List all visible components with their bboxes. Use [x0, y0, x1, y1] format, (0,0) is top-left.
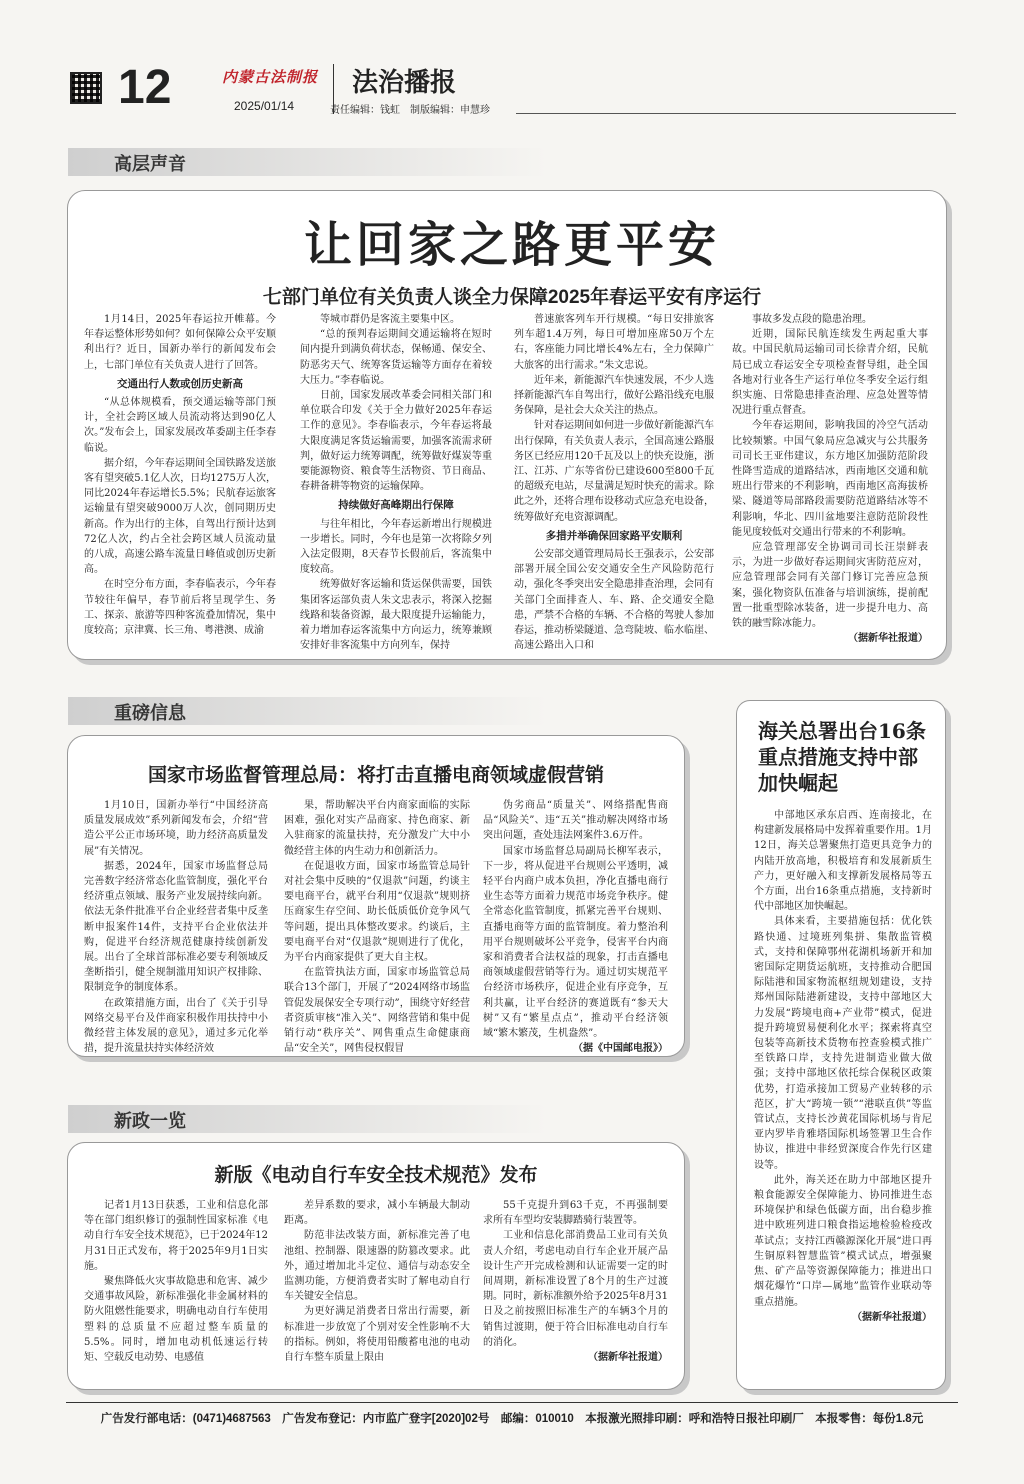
paragraph: 聚焦降低火灾事故隐患和危害、减少交通事故风险，新标准强化非金属材料的防火阻燃性能要求，明确电动自行车使用塑料的总质量不应超过整车质量的5.5%。同时，增加电动机低速运行转矩、空载反电动势、电感值 — [84, 1276, 268, 1364]
paragraph: 据介绍，今年春运期间全国铁路发送旅客有望突破5.1亿人次，日均1275万人次，同比2024年春运增长5.5%；民航春运旅客运输量有望突破9000万人次，创同期历史新高。作为出行的主体，自驾出行预计达到72亿人次，约占全社会跨区域人员流动量的八成，高速公路车流量日峰值或创历史新高。 — [84, 457, 276, 576]
footer-rule — [66, 1402, 958, 1403]
section-label-policy: 新政一览 — [68, 1105, 548, 1133]
paragraph: 差异系数的要求，减小车辆最大制动距离。 — [284, 1200, 470, 1227]
paragraph: 近期，国际民航连续发生两起重大事故。中国民航局运输司司长徐青介绍，民航局已成立春运安全专项检查督导组，赴全国各地对行业各生产运行单位冬季安全运行组织实施、日常隐患排查治理、应急处置等情况进行重点督查。 — [732, 329, 928, 417]
paragraph: 在政策措施方面，出台了《关于引导网络交易平台及伴商家积极作用扶持中小微经营主体发展的意见》，通过多元化举措，提升流量扶持实体经济效 — [84, 997, 268, 1055]
paragraph: 55千克提升到63千克，不再强制要求所有车型均安装脚踏骑行装置等。 — [483, 1200, 668, 1227]
paragraph: 在时空分布方面，李春临表示，今年春节较往年偏早，春节前后将呈现学生、务工、探亲、旅游等四种客流叠加情况，集中度较高；京津冀、长三角、粤港澳、成渝 — [84, 579, 276, 637]
bike-col-1 — [84, 1198, 268, 1365]
paragraph: 国家市场监督总局副局长柳军表示，下一步，将从促进平台规则公平透明，减轻平台内商户成本负担，净化直播电商行业生态等方面着力规范市场竞争秩序。健全常态化监管制度，抓紧完善平台规则、直播电商等方面的监管制度。着力整治利用平台规则破坏公平竞争，侵害平台内商家和消费者合法权益的现象，打击直播电商领域虚假营销等行为。通过切实规范平台经济市场秩序，促进企业有序竞争，互利共赢，让平台经济的赛道既有“参天大树”又有“繁星点点”，推动平台经济领域“繁木繁茂，生机盎然”。 — [483, 845, 668, 1040]
paragraph: 等城市群仍是客流主要集中区。 — [320, 314, 460, 325]
bike-col-2 — [284, 1198, 470, 1365]
paragraph: 普速旅客列车开行规模。“每日安排旅客列车超1.4万列，每日可增加座席50万个左右，客座能力同比增长4%左右，全力保障广大旅客的出行需求。”朱文忠说。 — [514, 314, 714, 371]
bike-col-3 — [483, 1198, 668, 1365]
header-rule — [516, 113, 956, 114]
paragraph: 果，帮助解决平台内商家面临的实际困难，强化对实产品商家、持色商家、新入驻商家的流量扶持，充分激发广大中小微经营主体的内生动力和创新活力。 — [284, 800, 470, 857]
market-col-2 — [284, 798, 470, 1056]
paragraph: 中部地区承东启西、连南接北，在构建新发展格局中发挥着重要作用。1月12日，海关总署聚焦打造更具竞争力的内陆开放高地，积极培育和发展新质生产力，更好融入和支撑新发展格局等五个方面，出台16条重点措施，支持新时代中部地区加快崛起。 — [754, 810, 932, 913]
paragraph: 今年春运期间，影响我国的冷空气活动比较频繁。中国气象局应急减灾与公共服务司司长王亚伟建议，东方地区加强防范阶段性降雪造成的道路结冰，西南地区交通和航班出行带来的不利影响，西南地区高海拔桥梁、隧道等局部路段需要防范道路结冰等不利影响，华北、四川盆地要注意防范阶段性能见度较低对交通出行带来的不利影响。 — [732, 420, 928, 538]
paragraph: “从总体规模看，预交通运输等部门预计，全社会跨区域人员流动将达到90亿人次。”发布会上，国家发展改革委副主任李春临说。 — [84, 397, 276, 454]
paragraph: 近年来，新能源汽车快速发展，不少人选择新能源汽车自驾出行，做好公路沿线充电服务保障，是社会大众关注的热点。 — [514, 374, 714, 417]
subheading: 交通出行人数或创历史新高 — [117, 377, 243, 390]
main-col-3 — [514, 312, 714, 653]
paragraph: 工业和信息化部消费品工业司有关负责人介绍，考虑电动自行车企业开展产品设计生产开完成检测和认证需要一定的时间周期，新标准设置了8个月的生产过渡期。同时，新标准额外给予2025年8月31日及之前按照旧标准生产的车辆3个月的销售过渡期，便于符合旧标准电动自行车的消化。 — [483, 1230, 668, 1348]
bike-headline: 新版《电动自行车安全技术规范》发布 — [214, 1164, 538, 1186]
customs-headline: 海关总署出台16条重点措施支持中部加快崛起 — [758, 719, 926, 795]
paragraph: “总的预判春运期间交通运输将在短时间内提升到满负荷状态，保畅通、保安全、防恶劣天气、统筹客货运输等方面存在着较大压力。”李春临说。 — [300, 329, 492, 386]
main-col-4 — [732, 312, 928, 646]
market-headline: 国家市场监督管理总局：将打击直播电商领域虚假营销 — [147, 764, 604, 786]
qr-code-icon — [70, 72, 102, 104]
paragraph: 记者1月13日获悉，工业和信息化部等在部门组织修订的强制性国家标准《电动自行车安全技术规范》，已于2024年12月31日正式发布，将于2025年9月1日实施。 — [84, 1200, 268, 1272]
source-credit: （据《中国邮电报》） — [573, 1043, 668, 1055]
source-credit: （据新华社报道） — [848, 633, 928, 645]
main-subheadline: 七部门单位有关负责人谈全力保障2025年春运平安有序运行 — [262, 287, 762, 308]
masthead-logo: 内蒙古法制报 — [222, 68, 319, 86]
paragraph: 事故多发点段的隐患治理。 — [752, 314, 872, 325]
paragraph: 针对春运期间如何进一步做好新能源汽车出行保障，有关负责人表示，全国高速公路服务区已经应用120千瓦及以上的快充设施，浙江、江苏、广东等省份已建设600至800千瓦的超级充电站，尽量满足短时快充的需求。除此之外，还将合理布设移动式应急充电设备，统筹做好充电资源调配。 — [514, 420, 714, 523]
paragraph: 与往年相比，今年春运新增出行规模进一步增长。同时，今年也是第一次将除夕列入法定假期，8天春节长假前后，客流集中度较高。 — [300, 518, 492, 576]
paragraph: 为更好满足消费者日常出行需要，新标准进一步放宽了个别对安全性影响不大的指标。例如，将使用铅酸蓄电池的电动自行车整车质量上限由 — [284, 1306, 470, 1364]
paragraph: 具体来看，主要措施包括：优化铁路快通、过境班列集拼、集散监管模式，支持和保障鄂州花湖机场新开和加密国际定期货运航班，支持推动合肥国际陆港和国家物流枢纽规划建设，支持郑州国际陆港新建设，支持中部地区大力发展“跨境电商+产业带”模式，促进提升跨境贸易便利化水平；探索将真空包装等高新技术货物布控查验模式推广至铁路口岸，支持先进制造业做大做强；支持中部地区依托综合保税区政策优势，打造承接加工贸易产业转移的示范区，扩大“跨境一锁”“港联直供”等监管试点，支持长沙黄花国际机场与肯尼亚内罗毕肯雅塔国际机场签署卫生合作协议，推进中非经贸深度合作先行区建设等。 — [754, 916, 932, 1171]
paragraph: 1月14日，2025年春运拉开帷幕。今年春运整体形势如何？如何保障公众平安顺利出行？近日，国新办举行的新闻发布会上，七部门单位有关负责人进行了回答。 — [84, 314, 276, 371]
customs-body — [754, 808, 932, 1325]
source-credit: （据新华社报道） — [588, 1352, 668, 1364]
section-label-top: 高层声音 — [68, 148, 548, 176]
paragraph: 在促退收方面，国家市场监管总局针对社会集中反映的“仅退款”问题，约谈主要电商平台，就平台利用“仅退款”规则挤压商家生存空间、助长低质低价竞争风气等问题，提出具体整改要求。约谈后，主要电商平台对“仅退款”规则进行了优化，为平台内商家提供了更大自主权。 — [284, 860, 470, 964]
main-col-1 — [84, 312, 276, 638]
subheading: 持续做好高峰期出行保障 — [338, 499, 454, 512]
market-col-1 — [84, 798, 268, 1056]
footer-info: 广告发行部电话：(0471)4687563 广告发布登记：内市监广登字[2020]02号 邮编：010010 本报激光照排印刷：呼和浩特日报社印刷厂 本报零售：每份1.8元 — [100, 1413, 924, 1425]
source-credit: （据新华社报道） — [852, 1311, 932, 1323]
paragraph: 公安部交通管理局局长王强表示，公安部部署开展全国公安交通安全生产风险防范行动，强化冬季突出安全隐患排查治理，会同有关部门全面排查人、车、路、企交通安全隐患，严禁不合格的车辆、不合格的驾驶人参加春运，推动桥梁隧道、急弯陡坡、临水临崖、高速公路出入口和 — [514, 549, 714, 652]
paragraph: 1月10日，国新办举行“中国经济高质量发展成效”系列新闻发布会，介绍“营造公平公正市场环境，助力经济高质量发展”有关情况。 — [84, 800, 268, 857]
editors-credit: 责任编辑：钱虹 制版编辑：申慧珍 — [330, 105, 490, 116]
paragraph: 此外，海关还在助力中部地区提升粮食能源安全保障能力、协同推进生态环境保护和绿色低碳方面，出台稳步推进中欧班列进口粮食指运地检验检疫改革试点；支持江西赣源深化开展“进口再生铜原料智慧监管”模式试点，增强聚焦、矿产品等资源保障能力；推进出口烟花爆竹“口岸—属地”监管作业联动等重点措施。 — [754, 1174, 932, 1308]
section-title: 法治播报 — [352, 68, 457, 98]
paragraph: 在监管执法方面，国家市场监管总局联合13个部门，开展了“2024网络市场监管促发展保安全专项行动”，围绕守好经营者资质审核“准入关”、网络营销和集中促销行动“秩序关”、网售重点生命健康商品“安全关”，网售侵权假冒 — [284, 967, 470, 1055]
issue-date: 2025/01/14 — [234, 99, 295, 113]
subheading: 多措并举确保回家路平安顺利 — [545, 529, 683, 542]
main-col-2 — [300, 312, 492, 653]
paragraph: 防范非法改装方面，新标准完善了电池组、控制器、限速器的防篡改要求。此外，通过增加北斗定位、通信与动态安全监测功能，方便消费者实时了解电动自行车关键安全信息。 — [284, 1230, 470, 1303]
paragraph: 日前，国家发展改革委会同相关部门和单位联合印发《关于全力做好2025年春运工作的意见》。李春临表示，今年春运将最大限度满足客货运输需要，加强客流需求研判，做好运力统筹调配，统筹做好煤炭等重要能源物资、粮食等生活物资、节日商品、春耕备耕等物资的运输保障。 — [300, 390, 492, 493]
paragraph: 伪劣商品“质量关”、网络搭配售商品“风险关”、违“五关”推动解决网络市场突出问题，查处违法网案件3.6万件。 — [483, 800, 668, 842]
main-headline: 让回家之路更平安 — [303, 217, 720, 273]
paragraph: 统筹做好客运输和货运保供需要，国铁集团客运部负责人朱文忠表示，将深入挖掘线路和装备资源，最大限度提升运输能力，着力增加春运客流集中方向运力，统筹兼顾安排好非客流集中方向列车，保持 — [300, 579, 492, 652]
market-col-3 — [483, 798, 668, 1056]
paragraph: 据悉，2024年，国家市场监督总局完善数字经济常态化监管制度，强化平台经济重点领域、服务产业发展持续向新。依法无条件批准平台企业经营者集中反垄断申报案件14件，支持平台企业依法并购，促进平台经济规范健康持续创新发展。出台了全球首部标准必要专利领域反垄断指引，健全规制滥用知识产权排除、限制竞争的制度体系。 — [84, 860, 268, 994]
section-label-news: 重磅信息 — [68, 697, 548, 725]
page-number: 12 — [118, 61, 172, 114]
paragraph: 应急管理部安全协调司司长汪崇鲜表示，为进一步做好春运期间灾害防范应对，应急管理部会同有关部门修订完善应急预案，强化物资队伍准备与培训演练，提前配置一批重型除冰装备，进一步提升电力、高铁的融雪除冰能力。 — [732, 542, 928, 630]
